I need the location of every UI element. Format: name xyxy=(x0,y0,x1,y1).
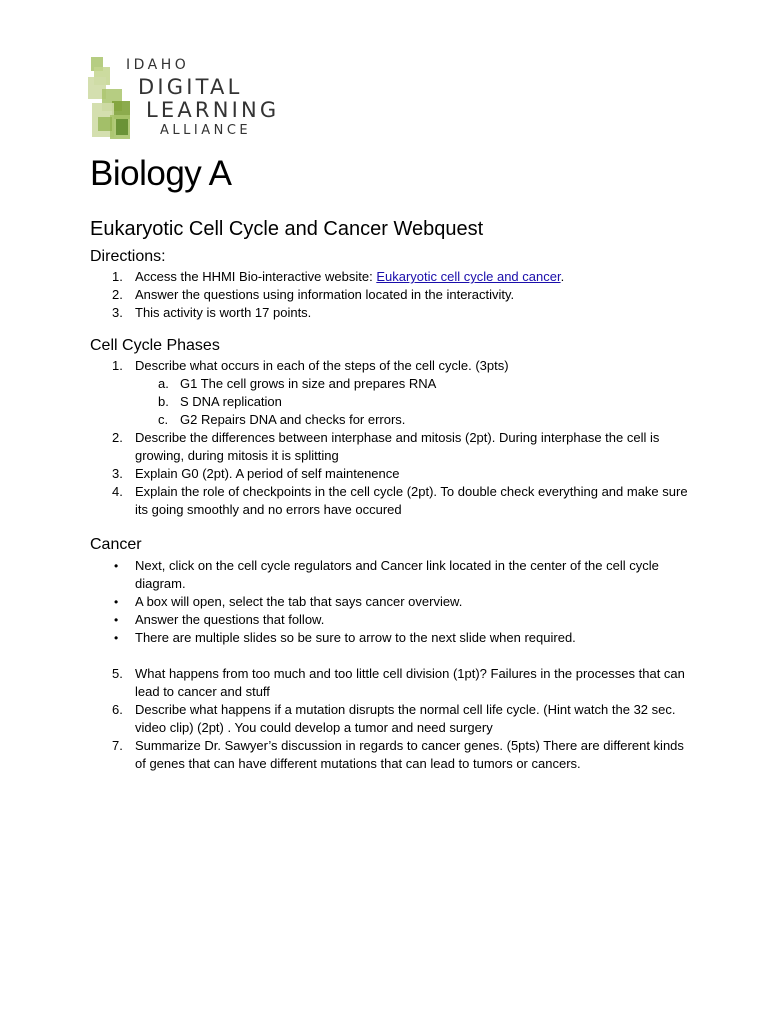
list-marker: 3. xyxy=(112,466,123,481)
list-marker: 2. xyxy=(112,430,123,445)
cell-cycle-phases-heading: Cell Cycle Phases xyxy=(90,337,220,354)
list-item xyxy=(90,701,690,737)
logo-line-learning: LEARNING xyxy=(146,98,280,122)
sub-list-item xyxy=(90,411,690,429)
list-item xyxy=(90,268,690,286)
list-item-text: Explain the role of checkpoints in the cell cycle (2pt). To double check everything and make sure its going smoothly and no errors have occured xyxy=(135,484,688,517)
eukaryotic-cell-cycle-link[interactable]: Eukaryotic cell cycle and cancer xyxy=(376,269,561,284)
list-marker: a. xyxy=(158,376,169,391)
list-marker: 4. xyxy=(112,484,123,499)
list-marker: c. xyxy=(158,412,169,427)
directions-heading: Directions: xyxy=(90,248,166,265)
bullet-item xyxy=(90,593,690,611)
list-marker: 1. xyxy=(112,358,123,373)
list-item xyxy=(90,665,690,701)
list-item-text: Next, click on the cell cycle regulators and Cancer link located in the center of the cell cycle diagram. xyxy=(135,558,659,591)
list-item xyxy=(90,483,690,519)
cell-cycle-phases-list xyxy=(90,357,690,519)
list-item xyxy=(90,465,690,483)
logo-line-digital: DIGITAL xyxy=(138,75,243,99)
list-item-text: Describe what occurs in each of the steps of the cell cycle. (3pts) xyxy=(135,358,509,373)
list-marker: b. xyxy=(158,394,169,409)
spacer xyxy=(90,647,690,665)
sub-list-item xyxy=(90,375,690,393)
idaho-digital-learning-alliance-logo xyxy=(88,55,298,145)
list-item-text: There are multiple slides so be sure to arrow to the next slide when required. xyxy=(135,630,576,645)
sub-list-item xyxy=(90,393,690,411)
cancer-list xyxy=(90,557,690,773)
cancer-heading: Cancer xyxy=(90,536,142,553)
list-item-text: Describe what happens if a mutation disrupts the normal cell life cycle. (Hint watch the 32 sec. video clip) (2pt) . You could develop a tumor and need surgery xyxy=(135,702,676,735)
list-item-text: This activity is worth 17 points. xyxy=(135,305,312,320)
bullet-item xyxy=(90,629,690,647)
list-marker: 5. xyxy=(112,666,123,681)
list-item xyxy=(90,304,690,322)
bullet-item xyxy=(90,557,690,593)
list-marker: 2. xyxy=(112,287,123,302)
list-marker: 6. xyxy=(112,702,123,717)
list-item-text: G2 Repairs DNA and checks for errors. xyxy=(180,412,406,427)
directions-list xyxy=(90,268,690,322)
bullet-marker: • xyxy=(114,613,119,627)
list-item-text: Summarize Dr. Sawyer’s discussion in regards to cancer genes. (5pts) There are different kinds of genes that can have different mutations that can lead to tumors or cancers. xyxy=(135,738,684,771)
list-item xyxy=(90,357,690,375)
list-item-text: . xyxy=(560,269,565,284)
list-item-text: Describe the differences between interphase and mitosis (2pt). During interphase the cell is growing, during mitosis it is splitting xyxy=(135,430,660,463)
list-item-text: A box will open, select the tab that says cancer overview. xyxy=(135,594,463,609)
bullet-marker: • xyxy=(114,631,119,645)
list-item-text: Access the HHMI Bio-interactive website: xyxy=(135,269,377,284)
list-item xyxy=(90,286,690,304)
list-item xyxy=(90,737,690,773)
list-item xyxy=(90,429,690,465)
list-item-text: What happens from too much and too little cell division (1pt)? Failures in the processes that can lead to cancer and stuff xyxy=(135,666,685,699)
list-item-text: S DNA replication xyxy=(180,394,282,409)
logo-line-alliance: ALLIANCE xyxy=(160,123,252,138)
bullet-item xyxy=(90,611,690,629)
list-item-text: Answer the questions using information located in the interactivity. xyxy=(135,287,515,302)
list-marker: 7. xyxy=(112,738,123,753)
list-item-text: Answer the questions that follow. xyxy=(135,612,325,627)
list-item-text: G1 The cell grows in size and prepares RNA xyxy=(180,376,437,391)
document-subtitle: Eukaryotic Cell Cycle and Cancer Webquest xyxy=(90,218,484,240)
document-title: Biology A xyxy=(90,154,232,193)
bullet-marker: • xyxy=(114,595,119,609)
bullet-marker: • xyxy=(114,559,119,573)
list-marker: 3. xyxy=(112,305,123,320)
list-item-text: Explain G0 (2pt). A period of self maintenence xyxy=(135,466,400,481)
list-marker: 1. xyxy=(112,269,123,284)
logo-line-idaho: IDAHO xyxy=(126,57,190,73)
